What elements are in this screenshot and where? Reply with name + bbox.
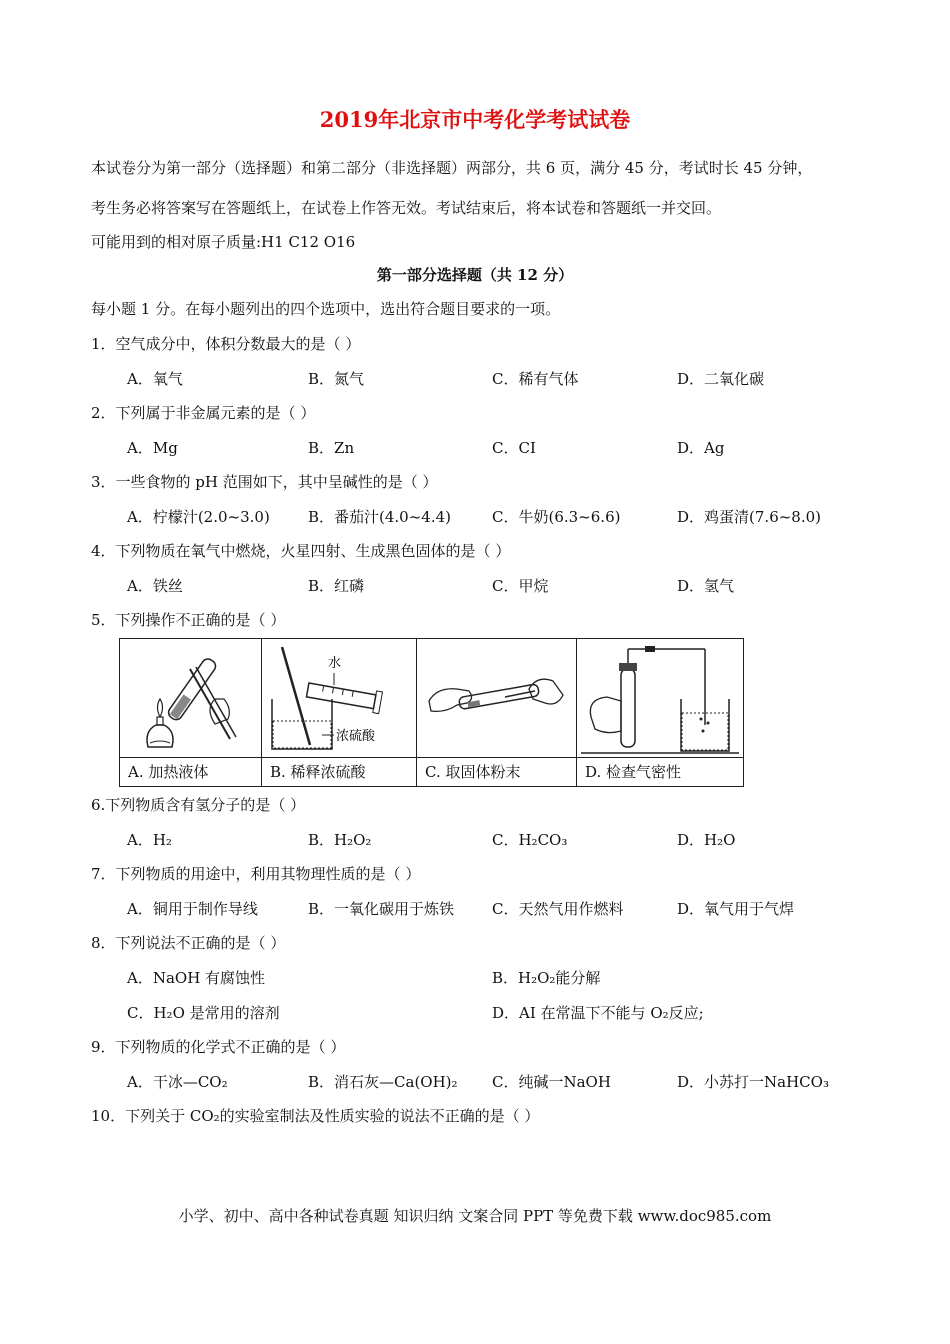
option: A．干冰—CO₂ bbox=[127, 1073, 228, 1091]
intro-line-1: 本试卷分为第一部分（选择题）和第二部分（非选择题）两部分，共 6 页，满分 45 分，考试时长 45 分钟， bbox=[91, 159, 813, 177]
option: A．氧气 bbox=[127, 370, 183, 388]
taking-powder-illustration bbox=[417, 639, 576, 757]
option: D．H₂O bbox=[677, 831, 736, 849]
option: B．番茄汁(4.0~4.4) bbox=[308, 508, 452, 526]
question-stem: 2．下列属于非金属元素的是（ ） bbox=[91, 404, 316, 422]
option: B．H₂O₂能分解 bbox=[492, 969, 601, 987]
question-stem: 8．下列说法不正确的是（ ） bbox=[91, 934, 286, 952]
option: B．氮气 bbox=[308, 370, 365, 388]
option: D．二氧化碳 bbox=[677, 370, 765, 388]
diluting-acid-illustration bbox=[262, 639, 416, 757]
q5-figure-table bbox=[119, 638, 744, 787]
option: C．天然气用作燃料 bbox=[492, 900, 624, 918]
option: D．氢气 bbox=[677, 577, 735, 595]
option: A．NaOH 有腐蚀性 bbox=[127, 969, 266, 987]
airtightness-check-illustration bbox=[577, 639, 743, 757]
figure-cell bbox=[262, 639, 417, 758]
option: D．鸡蛋清(7.6~8.0) bbox=[677, 508, 822, 526]
figure-caption: B. 稀释浓硫酸 bbox=[262, 758, 417, 787]
exam-title: 2019年北京市中考化学考试试卷 bbox=[319, 107, 631, 132]
option: B．消石灰—Ca(OH)₂ bbox=[308, 1073, 458, 1091]
option: C．稀有气体 bbox=[492, 370, 579, 388]
section-instruction: 每小题 1 分。在每小题列出的四个选项中，选出符合题目要求的一项。 bbox=[91, 300, 561, 318]
option: D．AI 在常温下不能与 O₂反应; bbox=[492, 1004, 704, 1022]
option: B．红磷 bbox=[308, 577, 365, 595]
section-title: 第一部分选择题（共 12 分） bbox=[376, 266, 574, 284]
question-stem: 3．一些食物的 pH 范围如下，其中呈碱性的是（ ） bbox=[91, 473, 438, 491]
option: C．纯碱一NaOH bbox=[492, 1073, 611, 1091]
option: C．H₂O 是常用的溶剂 bbox=[127, 1004, 280, 1022]
question-stem: 4．下列物质在氧气中燃烧，火星四射、生成黑色固体的是（ ） bbox=[91, 542, 511, 560]
option: B．H₂O₂ bbox=[308, 831, 372, 849]
option: A．铜用于制作导线 bbox=[127, 900, 258, 918]
question-stem: 10．下列关于 CO₂的实验室制法及性质实验的说法不正确的是（ ） bbox=[91, 1107, 540, 1125]
heating-liquid-illustration bbox=[120, 639, 261, 757]
option: C．甲烷 bbox=[492, 577, 549, 595]
option: C．牛奶(6.3~6.6) bbox=[492, 508, 621, 526]
figure-caption: C. 取固体粉末 bbox=[417, 758, 577, 787]
option: A．Mg bbox=[127, 439, 178, 457]
question-stem: 5．下列操作不正确的是（ ） bbox=[91, 611, 286, 629]
option: D．氧气用于气焊 bbox=[677, 900, 795, 918]
page-footer: 小学、初中、高中各种试卷真题 知识归纳 文案合同 PPT 等免费下载 www.doc985.com bbox=[178, 1207, 772, 1225]
option: D．小苏打一NaHCO₃ bbox=[677, 1073, 829, 1091]
intro-line-2: 考生务必将答案写在答题纸上，在试卷上作答无效。考试结束后，将本试卷和答题纸一并交回。 bbox=[91, 199, 722, 217]
figure-cell bbox=[417, 639, 577, 758]
question-stem: 6.下列物质含有氢分子的是（ ） bbox=[91, 796, 306, 814]
option: A．H₂ bbox=[127, 831, 172, 849]
question-stem: 7．下列物质的用途中，利用其物理性质的是（ ） bbox=[91, 865, 421, 883]
water-label: 水 bbox=[328, 656, 342, 671]
option: C．H₂CO₃ bbox=[492, 831, 568, 849]
figure-caption: D. 检查气密性 bbox=[577, 758, 744, 787]
option: C．CI bbox=[492, 439, 536, 457]
figure-caption: A. 加热液体 bbox=[120, 758, 262, 787]
question-stem: 9．下列物质的化学式不正确的是（ ） bbox=[91, 1038, 346, 1056]
question-stem: 1．空气成分中，体积分数最大的是（ ） bbox=[91, 335, 361, 353]
option: D．Ag bbox=[677, 439, 725, 457]
atomic-mass-line: 可能用到的相对原子质量:H1 C12 O16 bbox=[91, 233, 356, 251]
figure-cell bbox=[577, 639, 744, 758]
option: B．一氧化碳用于炼铁 bbox=[308, 900, 455, 918]
option: A．柠檬汁(2.0~3.0) bbox=[127, 508, 270, 526]
option: B．Zn bbox=[308, 439, 355, 457]
acid-label: 浓硫酸 bbox=[336, 729, 376, 744]
figure-cell bbox=[120, 639, 262, 758]
option: A．铁丝 bbox=[127, 577, 183, 595]
